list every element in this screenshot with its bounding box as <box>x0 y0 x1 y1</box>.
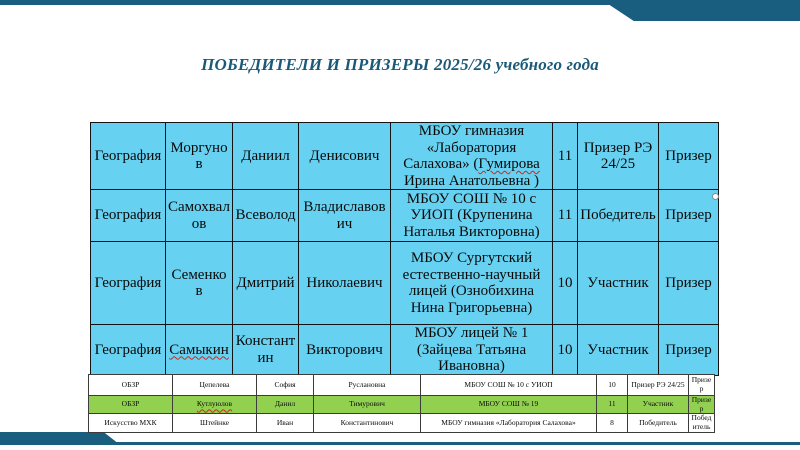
cell-result: Призер <box>689 396 715 414</box>
cell-patronymic: Тимурович <box>314 396 421 414</box>
table-row <box>91 242 719 325</box>
cell-status: Участник <box>628 396 689 414</box>
cell-firstname: София <box>257 375 314 396</box>
cell-result: Призер <box>659 123 719 190</box>
school-text: Ирина Анатольевна ) <box>403 172 540 189</box>
cell-school: МБОУ Сургутский естественно-научный лицей (Ознобихина Нина Григорьевна) <box>391 242 553 325</box>
table-row-highlighted <box>89 396 715 414</box>
slide-title[interactable]: ПОБЕДИТЕЛИ И ПРИЗЕРЫ 2025/26 учебного года <box>201 55 599 74</box>
cell-grade: 8 <box>597 414 628 432</box>
top-right-accent-shape <box>610 0 800 21</box>
cell-surname: Кутлуюлов <box>173 396 257 414</box>
cell-result: Призер <box>689 375 715 396</box>
cell-grade: 10 <box>553 325 578 376</box>
cell-status: Победитель <box>628 414 689 432</box>
cell-school: МБОУ лицей № 1 (Зайцева Татьяна Ивановна) <box>391 325 553 376</box>
cell-patronymic: Владиславович <box>299 190 391 242</box>
cell-grade: 11 <box>597 396 628 414</box>
cell-patronymic: Николаевич <box>299 242 391 325</box>
cell-subject: География <box>91 123 166 190</box>
cell-grade: 11 <box>553 190 578 242</box>
cell-result: Победитель <box>689 414 715 432</box>
school-misspelled-word: Гумирова <box>478 156 540 172</box>
results-table-large[interactable] <box>90 122 719 376</box>
cell-status: Участник <box>578 325 659 376</box>
cell-result: Призер <box>659 325 719 376</box>
cell-subject: Искусство МХК <box>89 414 173 432</box>
cell-firstname: Всеволод <box>233 190 299 242</box>
school-text: МБОУ гимназия «Лаборатория Салахова» ( <box>403 123 525 172</box>
cell-grade: 11 <box>553 123 578 190</box>
cell-firstname: Данил <box>257 396 314 414</box>
bottom-accent-line <box>0 442 800 445</box>
cell-surname: Штейнке <box>173 414 257 432</box>
cell-status: Призер РЭ 24/25 <box>628 375 689 396</box>
cell-firstname: Константин <box>233 325 299 376</box>
cell-subject: География <box>91 190 166 242</box>
cell-school: МБОУ СОШ № 10 с УИОП <box>421 375 597 396</box>
cell-patronymic: Викторович <box>299 325 391 376</box>
cell-firstname: Даниил <box>233 123 299 190</box>
cell-surname: Цепелева <box>173 375 257 396</box>
cell-subject: География <box>91 242 166 325</box>
cell-surname: Семенков <box>166 242 233 325</box>
cell-result: Призер <box>659 190 719 242</box>
cell-status: Призер РЭ 24/25 <box>578 123 659 190</box>
cell-result: Призер <box>659 242 719 325</box>
cell-patronymic: Константинович <box>314 414 421 432</box>
table-row <box>91 325 719 376</box>
cell-patronymic: Денисович <box>299 123 391 190</box>
cell-firstname: Дмитрий <box>233 242 299 325</box>
cell-school <box>391 123 553 190</box>
cell-school: МБОУ СОШ № 19 <box>421 396 597 414</box>
cell-firstname: Иван <box>257 414 314 432</box>
results-table-small[interactable] <box>88 374 715 433</box>
table-row <box>91 123 719 190</box>
cell-school: МБОУ СОШ № 10 с УИОП (Крупенина Наталья Викторовна) <box>391 190 553 242</box>
table-row <box>89 375 715 396</box>
cell-subject: ОБЗР <box>89 375 173 396</box>
cell-status: Победитель <box>578 190 659 242</box>
selection-handle[interactable] <box>712 193 719 200</box>
cell-surname: Самыкин <box>166 325 233 376</box>
cell-subject: ОБЗР <box>89 396 173 414</box>
cell-subject: География <box>91 325 166 376</box>
cell-grade: 10 <box>597 375 628 396</box>
cell-status: Участник <box>578 242 659 325</box>
cell-surname: Самохвалов <box>166 190 233 242</box>
cell-patronymic: Руслановна <box>314 375 421 396</box>
table-row <box>89 414 715 432</box>
cell-surname: Моргунов <box>166 123 233 190</box>
table-row <box>91 190 719 242</box>
cell-grade: 10 <box>553 242 578 325</box>
cell-school: МБОУ гимназия «Лаборатория Салахова» <box>421 414 597 432</box>
